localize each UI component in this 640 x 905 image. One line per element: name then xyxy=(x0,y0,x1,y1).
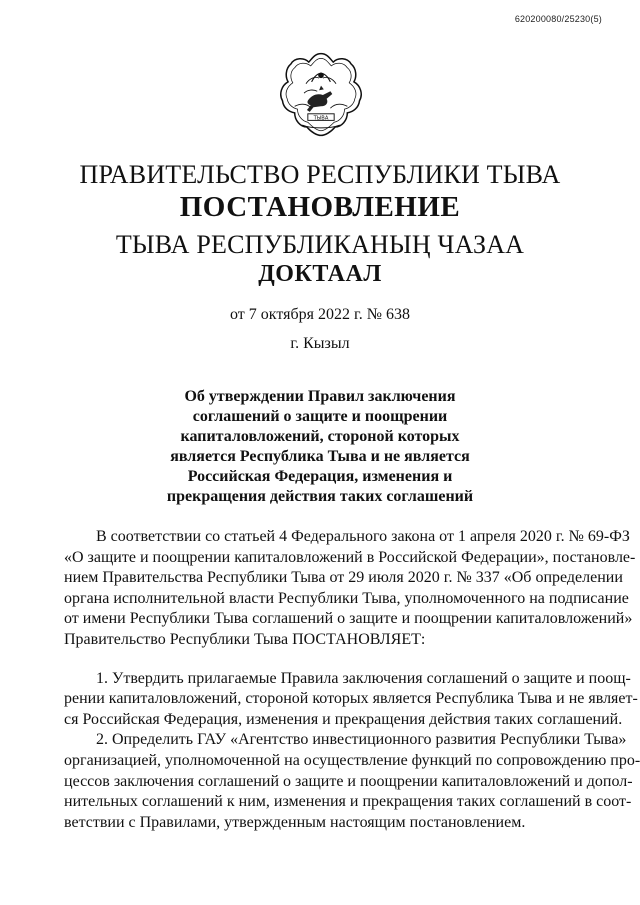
decree-title-tuvan: ДОКТААЛ xyxy=(258,261,382,287)
text-line: «О защите и поощрении капиталовложений в Российской Федерации», постановле- xyxy=(64,548,636,566)
text-line: ся Российская Федерация, изменения и прекращения действия таких соглашений. xyxy=(64,710,623,728)
text-line: В соответствии со статьей 4 Федерального закона от 1 апреля 2020 г. № 69-ФЗ xyxy=(96,528,630,545)
government-title: ПРАВИТЕЛЬСТВО РЕСПУБЛИКИ ТЫВА xyxy=(79,160,561,189)
subject-line: прекращения действия таких соглашений xyxy=(166,488,474,505)
text-line: 2. Определить ГАУ «Агентство инвестиционного развития Республики Тыва» xyxy=(96,731,627,749)
decree-title: ПОСТАНОВЛЕНИЕ xyxy=(179,191,461,223)
subject-line: Российская Федерация, изменения и xyxy=(187,468,453,485)
subject-line: является Республика Тыва и не является xyxy=(170,448,470,465)
text-line: ветствии с Правилами, утвержденным настоящим постановлением. xyxy=(64,813,526,831)
text-line: от имени Республики Тыва соглашений о защите и поощрении капиталовложений» xyxy=(64,610,633,628)
text-line: организацией, уполномоченной на осуществление функций по сопровождению про- xyxy=(64,751,640,769)
city: г. Кызыл xyxy=(290,335,350,352)
svg-text:ТЫВА: ТЫВА xyxy=(313,115,329,122)
text-line: органа исполнительной власти Республики Тыва, уполномоченного на подписание xyxy=(64,589,629,607)
paragraph-item-2 xyxy=(64,730,640,833)
text-line: рении капиталовложений, стороной которых является Республика Тыва и не являет- xyxy=(64,690,638,708)
date-and-number: от 7 октября 2022 г. № 638 xyxy=(229,306,410,323)
subject-line: Об утверждении Правил заключения xyxy=(184,388,456,405)
document-body xyxy=(64,527,640,851)
subject-line: капиталовложений, стороной которых xyxy=(180,428,460,445)
text-line: Правительство Республики Тыва ПОСТАНОВЛЯЕТ: xyxy=(64,630,426,648)
text-line: нительных соглашений к ним, изменения и прекращения таких соглашений в соот- xyxy=(64,793,632,811)
government-title-tuvan: ТЫВА РЕСПУБЛИКАНЫҢ ЧАЗАА xyxy=(115,230,525,259)
text-line: цессов заключения соглашений о защите и поощрении капиталовложений и допол- xyxy=(64,772,633,790)
paragraph-preamble xyxy=(64,527,636,651)
text-line: нием Правительства Республики Тыва от 29 июля 2020 г. № 337 «Об определении xyxy=(64,569,623,587)
document-subject xyxy=(0,387,640,507)
text-line: 1. Утвердить прилагаемые Правила заключения соглашений о защите и поощ- xyxy=(96,669,631,687)
coat-of-arms-tuva-icon xyxy=(274,48,368,142)
document-id: 620200080/25230(5) xyxy=(514,14,602,24)
subject-line: соглашений о защите и поощрении xyxy=(192,408,448,425)
paragraph-item-1 xyxy=(64,669,638,731)
